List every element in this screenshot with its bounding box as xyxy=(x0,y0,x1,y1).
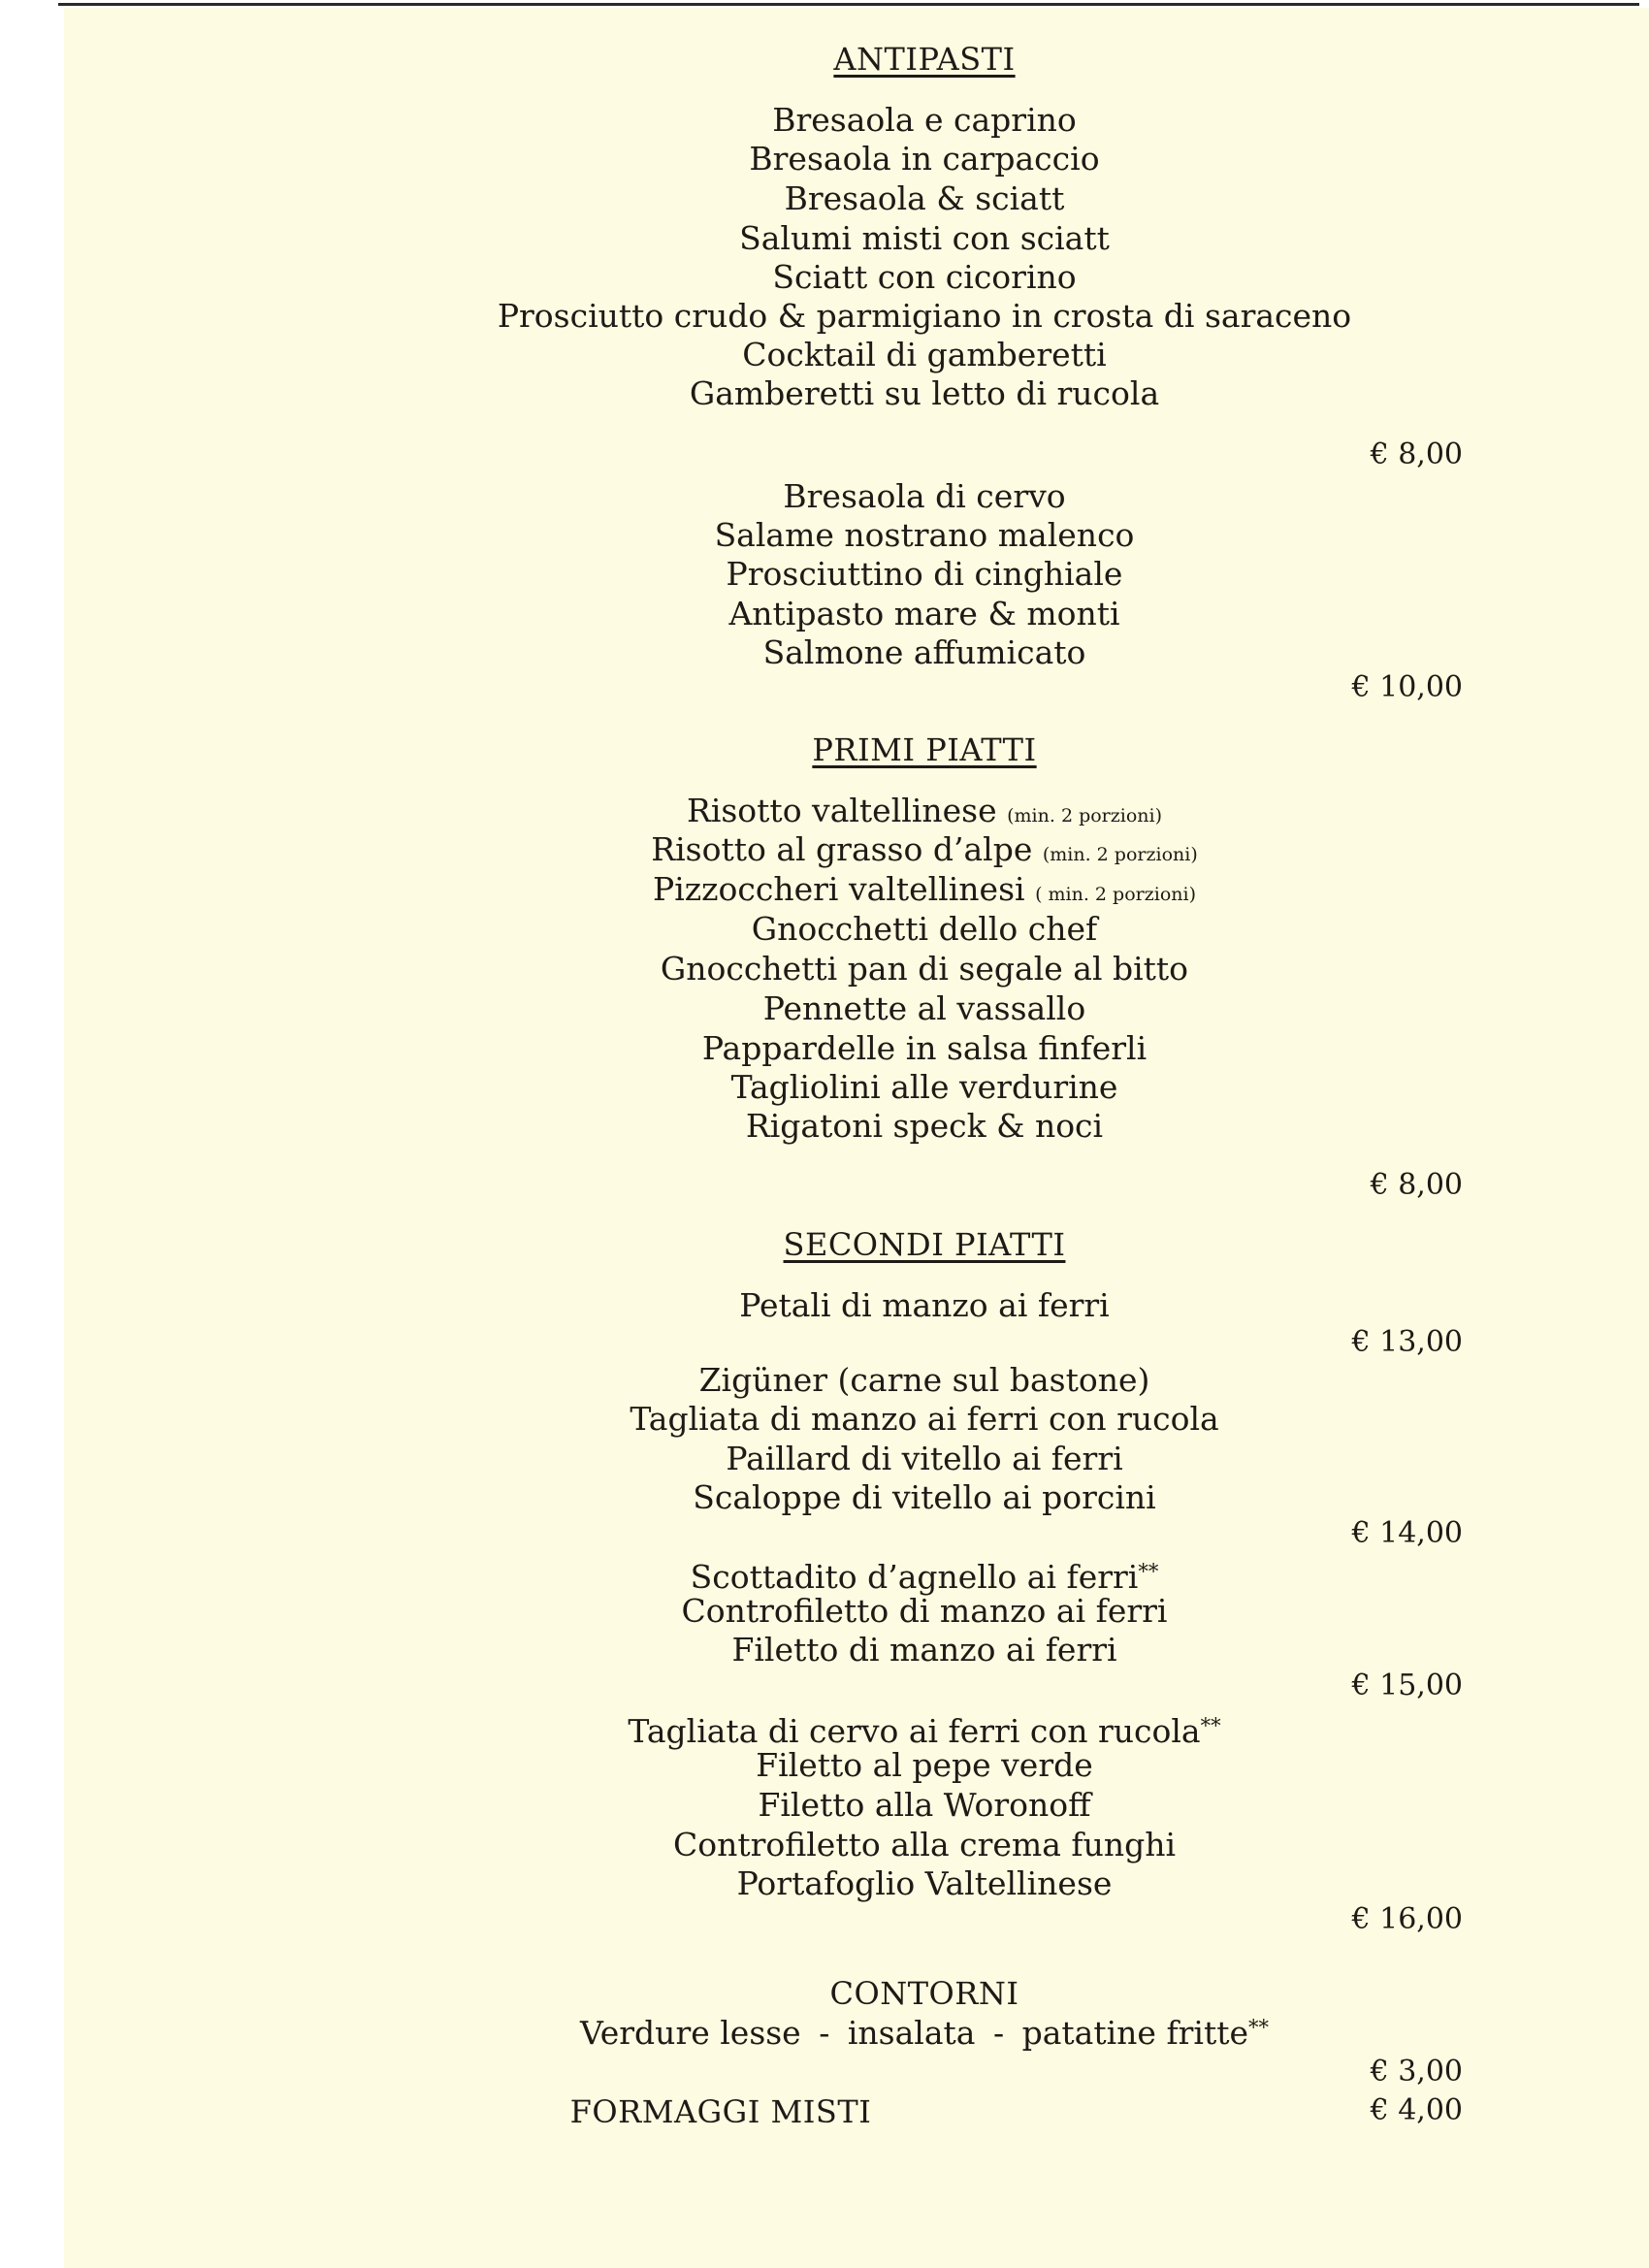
item-name: Pizzoccheri valtellinesi xyxy=(653,870,1025,908)
menu-item: Portafoglio Valtellinese xyxy=(736,1864,1113,1902)
menu-item: Scaloppe di vitello ai porcini xyxy=(693,1478,1156,1516)
menu-item: Filetto di manzo ai ferri xyxy=(731,1631,1117,1669)
section-title-formaggi: FORMAGGI MISTI xyxy=(569,2093,872,2130)
menu-item: Sciatt con cicorino xyxy=(772,258,1077,296)
section-title-primi: PRIMI PIATTI xyxy=(812,731,1037,768)
section-title-antipasti: ANTIPASTI xyxy=(833,41,1016,78)
item-note: (min. 2 porzioni) xyxy=(1042,844,1198,865)
menu-item: Salmone affumicato xyxy=(762,633,1086,671)
menu-item: Bresaola in carpaccio xyxy=(749,140,1100,178)
menu-item: Gnocchetti dello chef xyxy=(751,910,1098,948)
menu-item: Cocktail di gamberetti xyxy=(742,336,1107,373)
menu-item: Rigatoni speck & noci xyxy=(745,1107,1104,1145)
scan-margin xyxy=(0,0,64,2268)
menu-item: Pennette al vassallo xyxy=(762,989,1086,1027)
section-title-secondi: SECONDI PIATTI xyxy=(783,1226,1066,1263)
menu-item: Filetto al pepe verde xyxy=(756,1746,1093,1784)
allergen-mark: ** xyxy=(1200,1714,1221,1737)
contorni-items xyxy=(64,2014,1649,2052)
menu-item: Prosciutto crudo & parmigiano in crosta di saraceno xyxy=(497,297,1352,335)
menu-item xyxy=(64,1706,1649,1751)
price-label: € 13,00 xyxy=(1351,1325,1463,1359)
item-note: ( min. 2 porzioni) xyxy=(1035,884,1196,905)
menu-item: Bresaola e caprino xyxy=(772,101,1077,139)
menu-item: Filetto alla Woronoff xyxy=(758,1786,1091,1824)
menu-item: Salame nostrano malenco xyxy=(714,516,1135,554)
menu-item: Pappardelle in salsa finferli xyxy=(701,1029,1148,1067)
price-label: € 14,00 xyxy=(1351,1516,1463,1550)
side-dish-name: patatine fritte xyxy=(1021,2014,1249,2052)
price-label: € 4,00 xyxy=(1370,2093,1463,2127)
menu-item: Gamberetti su letto di rucola xyxy=(689,374,1160,412)
menu-item: Bresaola di cervo xyxy=(783,477,1066,515)
menu-item: Salumi misti con sciatt xyxy=(739,219,1110,257)
menu-item: Gnocchetti pan di segale al bitto xyxy=(660,950,1189,988)
item-name: Scottadito d’agnello ai ferri xyxy=(690,1558,1139,1596)
item-note: (min. 2 porzioni) xyxy=(1007,805,1163,826)
menu-item: Zigüner (carne sul bastone) xyxy=(698,1361,1150,1399)
section-title-contorni: CONTORNI xyxy=(829,1975,1019,2012)
item-name: Tagliata di cervo ai ferri con rucola xyxy=(628,1712,1201,1750)
menu-page xyxy=(64,8,1649,2268)
item-name: Risotto valtellinese xyxy=(686,792,997,829)
menu-item: Bresaola & sciatt xyxy=(784,179,1065,217)
menu-item: Tagliata di manzo ai ferri con rucola xyxy=(630,1400,1219,1438)
allergen-mark: ** xyxy=(1138,1560,1159,1583)
menu-item: Paillard di vitello ai ferri xyxy=(726,1440,1123,1477)
price-label: € 10,00 xyxy=(1351,670,1463,704)
price-label: € 8,00 xyxy=(1370,1168,1463,1202)
allergen-mark: ** xyxy=(1248,2016,1270,2039)
price-label: € 16,00 xyxy=(1351,1902,1463,1936)
side-dish xyxy=(1022,2014,1269,2052)
menu-item xyxy=(64,1552,1649,1597)
price-label: € 15,00 xyxy=(1351,1669,1463,1702)
price-label: € 8,00 xyxy=(1370,437,1463,471)
menu-item: Antipasto mare & monti xyxy=(728,595,1120,632)
menu-item: Petali di manzo ai ferri xyxy=(739,1286,1110,1324)
item-name: Risotto al grasso d’alpe xyxy=(651,830,1033,868)
price-label: € 3,00 xyxy=(1370,2055,1463,2089)
menu-item xyxy=(64,830,1649,874)
menu-item: Controfiletto di manzo ai ferri xyxy=(681,1592,1168,1630)
menu-item xyxy=(64,792,1649,835)
menu-item xyxy=(64,870,1649,914)
separator: - xyxy=(819,2014,830,2052)
menu-item: Prosciuttino di cinghiale xyxy=(726,555,1123,593)
menu-item: Controfiletto alla crema funghi xyxy=(672,1826,1177,1863)
top-rule xyxy=(58,3,1639,6)
side-dish: insalata xyxy=(847,2014,976,2052)
separator: - xyxy=(992,2014,1005,2052)
side-dish: Verdure lesse xyxy=(579,2014,801,2052)
menu-item: Tagliolini alle verdurine xyxy=(730,1068,1118,1106)
